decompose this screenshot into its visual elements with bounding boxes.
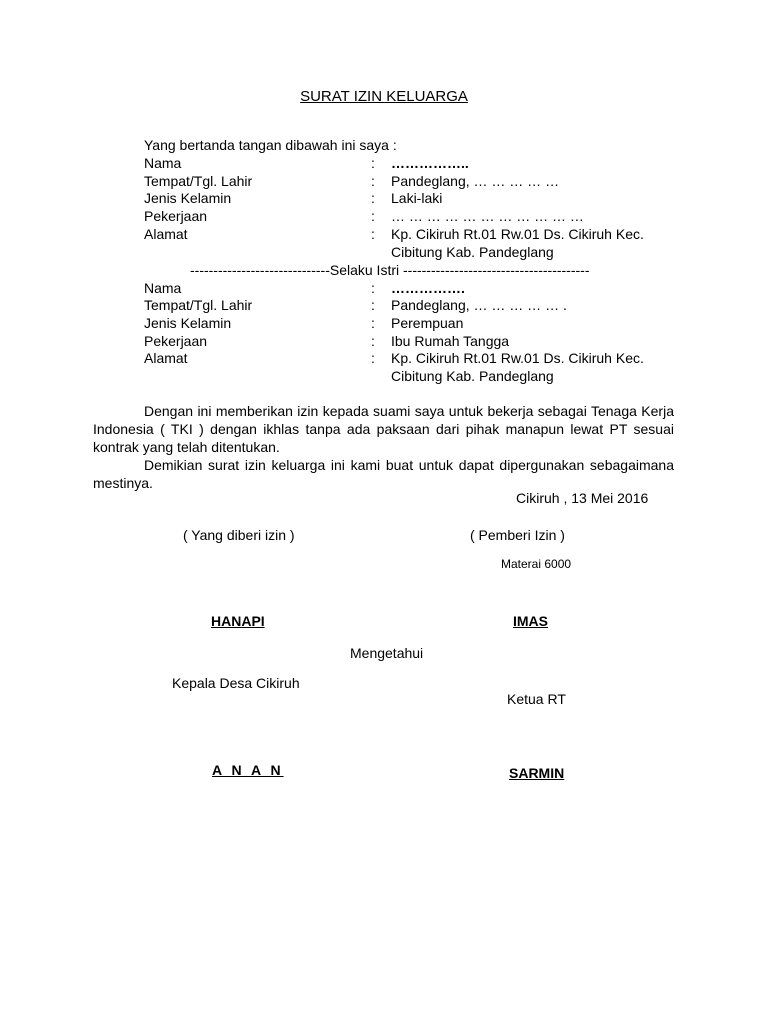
field-label: Pekerjaan [144, 333, 208, 349]
field-colon: : [371, 350, 375, 366]
husband-gender-row [0, 190, 768, 207]
field-value: Cibitung Kab. Pandeglang [391, 368, 554, 384]
wife-address-row [0, 350, 768, 367]
title-text: SURAT IZIN KELUARGA [300, 88, 468, 105]
village-head-role: Kepala Desa Cikiruh [172, 675, 300, 691]
left-signer-name: HANAPI [211, 613, 265, 629]
wife-gender-row [0, 315, 768, 332]
field-label: Tempat/Tgl. Lahir [144, 297, 253, 313]
field-value: Ibu Rumah Tangga [391, 333, 510, 349]
field-label: Jenis Kelamin [144, 315, 232, 331]
field-label: Pekerjaan [144, 208, 208, 224]
field-value: Pandeglang, … … … … … [391, 173, 560, 189]
left-signer-role: ( Yang diberi izin ) [183, 527, 295, 543]
field-value: Kp. Cikiruh Rt.01 Rw.01 Ds. Cikiruh Kec. [391, 226, 644, 242]
field-label: Nama [144, 280, 182, 296]
intro-text: Yang bertanda tangan dibawah ini saya : [144, 137, 397, 153]
right-signer-name: IMAS [513, 613, 548, 629]
field-colon: : [371, 190, 375, 206]
rt-head-name: SARMIN [509, 765, 565, 781]
letter-date: Cikiruh , 13 Mei 2016 [516, 490, 649, 506]
field-value: …………….. [391, 155, 469, 171]
wife-name-row [0, 280, 768, 297]
separator-line: ------------------------------Selaku Istri ---------------------------------------- [190, 262, 590, 278]
wife-address-line2-row [0, 368, 768, 385]
field-label: Alamat [144, 226, 188, 242]
field-colon: : [371, 226, 375, 242]
field-colon: : [371, 208, 375, 224]
field-label: Nama [144, 155, 182, 171]
field-value: ……………. [391, 280, 465, 296]
field-value: Pandeglang, … … … … … . [391, 297, 567, 313]
field-value: Cibitung Kab. Pandeglang [391, 244, 554, 260]
field-colon: : [371, 173, 375, 189]
field-label: Jenis Kelamin [144, 190, 232, 206]
paragraph-permission: Dengan ini memberikan izin kepada suami saya untuk bekerja sebagai Tenaga Kerja Indonesia ( TKI ) dengan ikhlas tanpa ada paksaan dari pihak manapun lewat PT sesuai kontrak yang telah ditentukan. [93, 403, 674, 455]
husband-job-row [0, 208, 768, 225]
husband-address-row [0, 226, 768, 243]
field-value: Laki-laki [391, 190, 443, 206]
husband-name-row [0, 155, 768, 172]
husband-birth-row [0, 173, 768, 190]
wife-job-row [0, 333, 768, 350]
field-colon: : [371, 280, 375, 296]
field-label: Tempat/Tgl. Lahir [144, 173, 253, 189]
field-colon: : [371, 155, 375, 171]
field-colon: : [371, 315, 375, 331]
field-value: Perempuan [391, 315, 464, 331]
field-colon: : [371, 297, 375, 313]
body-paragraphs [93, 402, 674, 492]
right-signer-role: ( Pemberi Izin ) [470, 527, 565, 543]
acknowledged-label: Mengetahui [350, 645, 424, 661]
field-value: Kp. Cikiruh Rt.01 Rw.01 Ds. Cikiruh Kec. [391, 350, 644, 366]
field-colon: : [371, 333, 375, 349]
stamp-duty-label: Materai 6000 [501, 557, 572, 571]
paragraph-closing: Demikian surat izin keluarga ini kami buat untuk dapat dipergunakan sebagaimana mestinya. [93, 457, 674, 491]
rt-head-role: Ketua RT [507, 691, 566, 707]
wife-birth-row [0, 297, 768, 314]
field-value: … … … … … … … … … … … [391, 208, 584, 224]
letter-title [0, 88, 768, 105]
husband-address-line2-row [0, 244, 768, 261]
village-head-name: A N A N [212, 762, 284, 778]
field-label: Alamat [144, 350, 188, 366]
